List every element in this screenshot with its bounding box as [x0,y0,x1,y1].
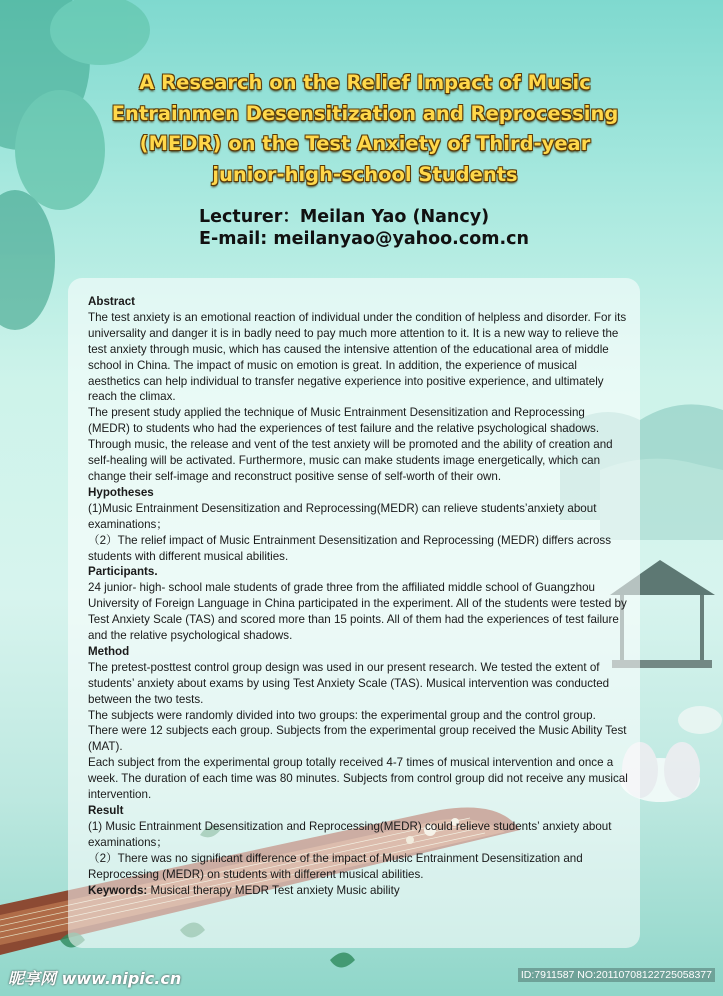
poster-title: A Research on the Relief Impact of Music Entrainmen Desensitization and Reprocessing (MEDR) on the Test Anxiety of Third-year junior-high-school Students [111,71,619,186]
abstract-heading: Abstract [88,295,136,308]
method-paragraph-1: The pretest-posttest control group design was used in our present research. We tested the extent of students’ anxiety about exams by using Test Anxiety Scale (TAS). Musical intervention was conducted between the two tests. [88,660,610,706]
keywords-line [88,883,628,899]
result-1: (1) Music Entrainment Desensitization and Reprocessing(MEDR) could relieve students’ anxiety about examinations； [88,819,612,849]
abstract-paragraph-2: The present study applied the technique of Music Entrainment Desensitization and Reprocessing (MEDR) to students who had the experiences of test failure and the relative psychological shadows. Through music, the release and vent of the test anxiety will be promoted and the ability of creation and self-healing will be activated. Furthermore, music can make students image energetically, which can change their self-image and reconstruct positive sense of self-worth of their own. [88,406,613,483]
result-2: （2）There was no significant difference of the impact of Music Entrainment Desensitization and Reprocessing (MEDR) on students with different musical abilities. [88,851,583,881]
participants-heading: Participants. [88,565,158,579]
email-line: E-mail: meilanyao@yahoo.com.cn [199,229,529,249]
hypotheses-heading: Hypotheses [88,485,154,499]
method-paragraph-3: Each subject from the experimental group totally received 4-7 times of musical intervention and once a week. The duration of each time was 80 minutes. Subjects from control group did not receive any musical intervention. [88,756,628,802]
result-heading: Result [88,804,124,817]
keywords-label: Keywords: [88,883,148,897]
hypothesis-2: （2）The relief impact of Music Entrainment Desensitization and Reprocessing (MEDR) differs across students with different musical abilities. [88,533,611,563]
lecturer-line: Lecturer：Meilan Yao (Nancy) [199,207,490,227]
abstract-paragraph-1: The test anxiety is an emotional reaction of individual under the condition of helpless and disorder. For its universality and danger it is in badly need to pay much more attention to it. It is a new way to relieve the test anxiety through music, which has caused the intensive attention of the educational area of middle school in China. The impact of music on emotion is great. In addition, the experience of musical aesthetics can help individual to transfer negative experience into positive experience, and ultimately reach the climax. [88,310,627,404]
method-heading: Method [88,644,130,658]
method-paragraph-2: The subjects were randomly divided into two groups: the experimental group and the control group. There were 12 subjects each group. Subjects from the experimental group received the Music Ability Test (MAT). [88,708,627,754]
hypothesis-1: (1)Music Entrainment Desensitization and Reprocessing(MEDR) can relieve students’anxiety about examinations； [88,501,597,531]
watermark-logo: 昵享网 www.nipic.cn [8,969,182,988]
watermark-id: ID:7911587 NO:20110708122725058377 [518,968,715,982]
participants-text: 24 junior- high- school male students of grade three from the affiliated middle school of Guangzhou University of Foreign Language in China participated in the experiment. All of the students were tested by Test Anxiety Scale (TAS) and scored more than 15 points. All of them had the experiences of test failure and the relative psychological shadows. [88,581,627,643]
abstract-body [88,294,628,898]
keywords-text: Musical therapy MEDR Test anxiety Music ability [147,883,400,897]
